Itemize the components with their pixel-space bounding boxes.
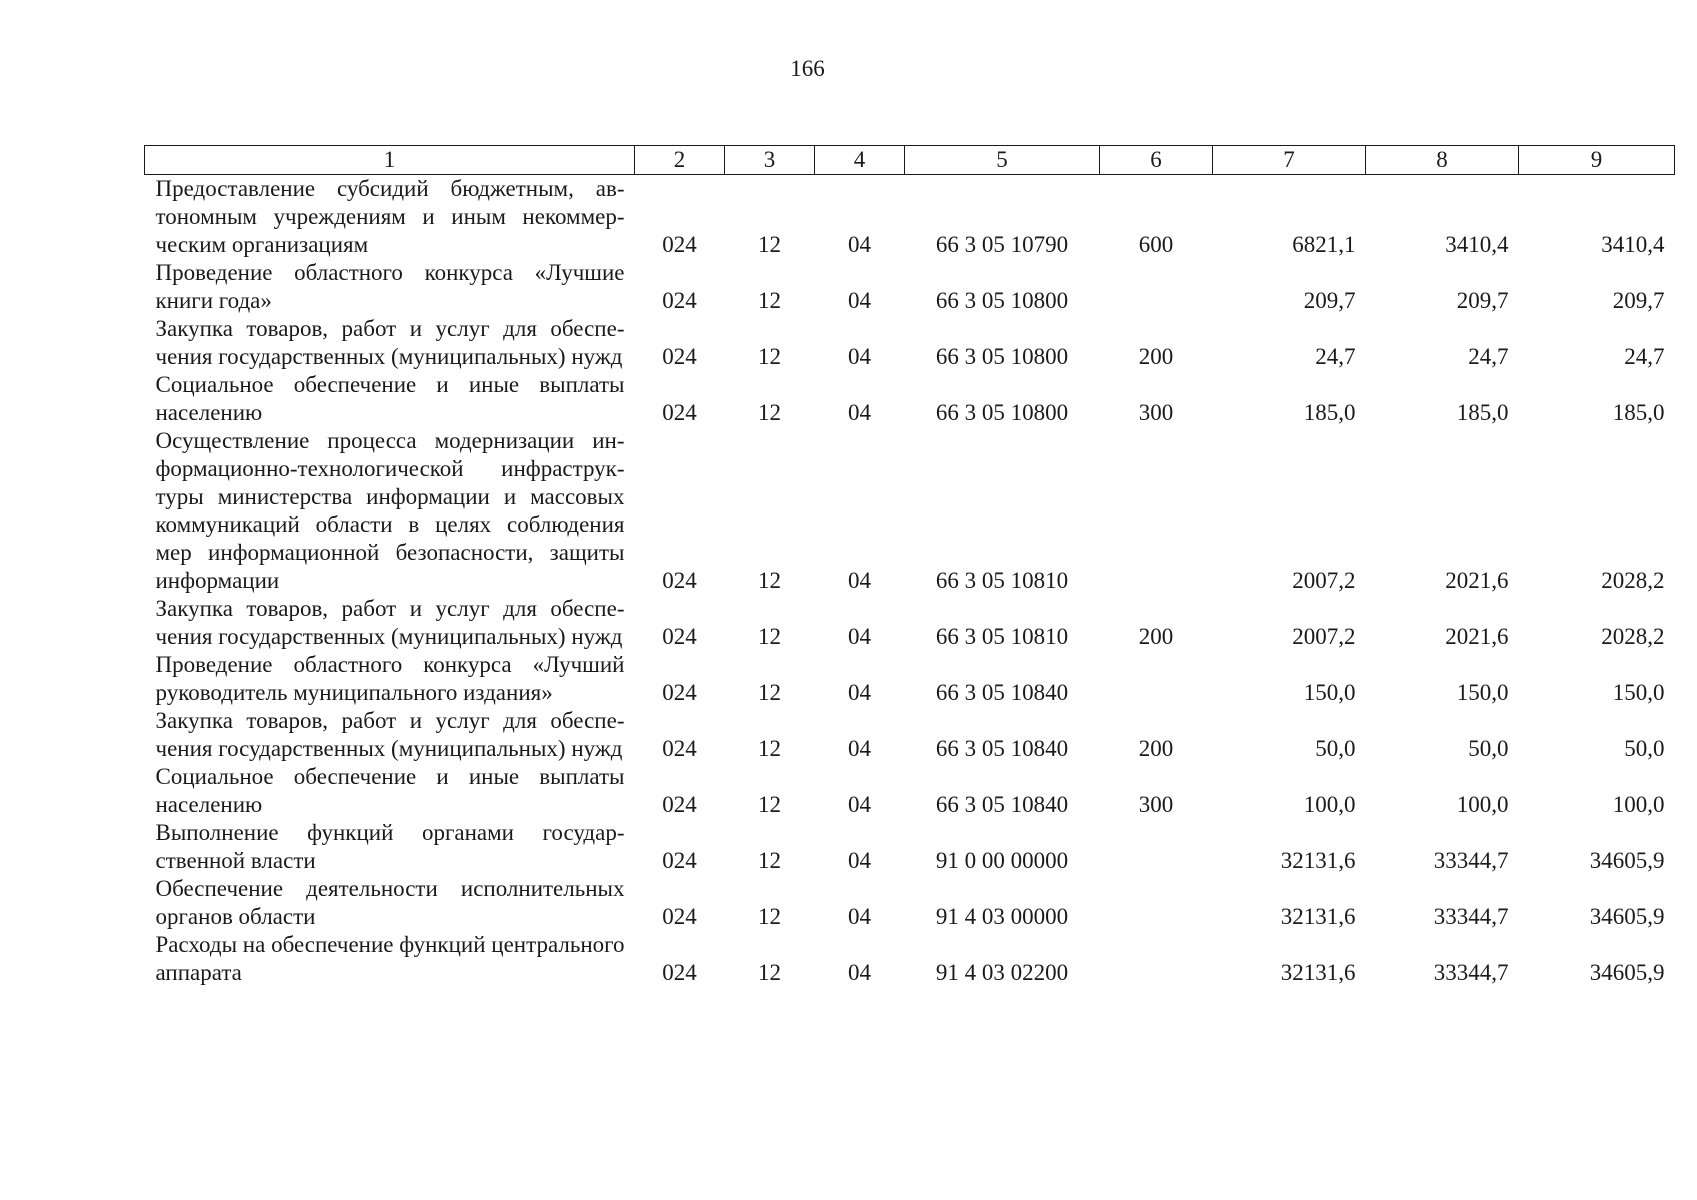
cell-col-2: 024 <box>662 232 697 257</box>
cell-target-code: 66 3 05 10810 <box>935 568 1069 593</box>
cell-amount-8: 150,0 <box>1456 680 1509 705</box>
cell-amount-9: 2028,2 <box>1601 568 1665 593</box>
table-row <box>145 259 1675 315</box>
cell-amount-7: 2007,2 <box>1292 568 1356 593</box>
cell-col-3: 12 <box>758 400 781 425</box>
column-header-9: 9 <box>1519 146 1675 175</box>
row-name: Социальное обеспечение и иные выплаты населению <box>155 372 625 425</box>
cell-amount-7: 150,0 <box>1303 680 1356 705</box>
cell-amount-8: 33344,7 <box>1433 960 1509 985</box>
column-header-1: 1 <box>145 146 635 175</box>
row-name: Закупка товаров, работ и услуг для обеспечения государственных (муниципальных) нужд <box>155 708 625 761</box>
cell-target-code: 91 4 03 02200 <box>935 960 1069 985</box>
cell-amount-7: 2007,2 <box>1292 624 1356 649</box>
row-name: Проведение областного конкурса «Лучший руководитель муниципального издания» <box>155 652 625 705</box>
cell-col-4: 04 <box>848 232 871 257</box>
cell-col-4: 04 <box>848 344 871 369</box>
cell-col-3: 12 <box>758 904 781 929</box>
cell-col-4: 04 <box>848 960 871 985</box>
table-row <box>145 763 1675 819</box>
cell-col-2: 024 <box>662 568 697 593</box>
cell-amount-8: 33344,7 <box>1433 904 1509 929</box>
cell-amount-7: 185,0 <box>1303 400 1356 425</box>
cell-amount-7: 50,0 <box>1315 736 1356 761</box>
cell-amount-9: 34605,9 <box>1589 848 1665 873</box>
cell-col-4: 04 <box>848 736 871 761</box>
cell-col-4: 04 <box>848 792 871 817</box>
cell-amount-8: 100,0 <box>1456 792 1509 817</box>
cell-amount-8: 209,7 <box>1456 288 1509 313</box>
cell-col-2: 024 <box>662 344 697 369</box>
column-header-6: 6 <box>1100 146 1213 175</box>
cell-amount-7: 32131,6 <box>1280 904 1356 929</box>
cell-target-code: 66 3 05 10840 <box>935 792 1069 817</box>
table-row <box>145 819 1675 875</box>
cell-expense-type <box>1100 931 1213 987</box>
cell-col-3: 12 <box>758 232 781 257</box>
cell-expense-type <box>1100 819 1213 875</box>
column-header-2: 2 <box>635 146 725 175</box>
cell-expense-type: 600 <box>1138 232 1174 257</box>
row-name: Закупка товаров, работ и услуг для обеспечения государственных (муниципальных) нужд <box>155 316 625 369</box>
cell-col-2: 024 <box>662 904 697 929</box>
cell-expense-type: 200 <box>1138 624 1174 649</box>
cell-amount-8: 33344,7 <box>1433 848 1509 873</box>
cell-amount-8: 24,7 <box>1468 344 1509 369</box>
cell-target-code: 66 3 05 10790 <box>935 232 1069 257</box>
cell-amount-9: 50,0 <box>1624 736 1665 761</box>
cell-col-4: 04 <box>848 624 871 649</box>
table-row <box>145 595 1675 651</box>
cell-amount-9: 34605,9 <box>1589 904 1665 929</box>
table-row <box>145 931 1675 987</box>
cell-amount-7: 32131,6 <box>1280 848 1356 873</box>
table-row <box>145 371 1675 427</box>
cell-col-3: 12 <box>758 288 781 313</box>
cell-amount-8: 185,0 <box>1456 400 1509 425</box>
cell-amount-7: 24,7 <box>1315 344 1356 369</box>
cell-col-4: 04 <box>848 288 871 313</box>
row-name: Проведение областного конкурса «Лучшие книги года» <box>155 260 625 313</box>
cell-amount-9: 185,0 <box>1612 400 1665 425</box>
cell-col-2: 024 <box>662 848 697 873</box>
table-row <box>145 175 1675 260</box>
cell-col-3: 12 <box>758 848 781 873</box>
row-name: Выполнение функций органами государственной власти <box>155 820 625 873</box>
row-name: Предоставление субсидий бюджетным, автономным учреждениям и иным некоммерческим организациям <box>155 176 625 257</box>
cell-amount-9: 24,7 <box>1624 344 1665 369</box>
row-name: Закупка товаров, работ и услуг для обеспечения государственных (муниципальных) нужд <box>155 596 625 649</box>
cell-col-3: 12 <box>758 792 781 817</box>
cell-amount-9: 150,0 <box>1612 680 1665 705</box>
cell-col-4: 04 <box>848 904 871 929</box>
cell-col-2: 024 <box>662 680 697 705</box>
cell-target-code: 66 3 05 10800 <box>935 344 1069 369</box>
cell-col-3: 12 <box>758 736 781 761</box>
cell-col-3: 12 <box>758 624 781 649</box>
budget-table <box>144 145 1675 987</box>
cell-expense-type <box>1100 651 1213 707</box>
cell-expense-type: 300 <box>1138 792 1174 817</box>
row-name: Расходы на обеспечение функций центрального аппарата <box>155 932 625 985</box>
cell-expense-type <box>1100 875 1213 931</box>
cell-col-4: 04 <box>848 848 871 873</box>
table-body <box>145 175 1675 988</box>
cell-amount-7: 100,0 <box>1303 792 1356 817</box>
table-header-row <box>145 146 1675 175</box>
cell-col-2: 024 <box>662 736 697 761</box>
page-number: 166 <box>790 56 825 81</box>
column-header-3: 3 <box>725 146 815 175</box>
cell-col-2: 024 <box>662 960 697 985</box>
cell-amount-9: 34605,9 <box>1589 960 1665 985</box>
cell-col-2: 024 <box>662 400 697 425</box>
cell-expense-type: 200 <box>1138 736 1174 761</box>
cell-amount-9: 209,7 <box>1612 288 1665 313</box>
table-row <box>145 875 1675 931</box>
table-row <box>145 707 1675 763</box>
cell-target-code: 66 3 05 10810 <box>935 624 1069 649</box>
column-header-5: 5 <box>905 146 1100 175</box>
cell-col-2: 024 <box>662 288 697 313</box>
table-row <box>145 651 1675 707</box>
cell-amount-9: 2028,2 <box>1601 624 1665 649</box>
cell-col-2: 024 <box>662 792 697 817</box>
cell-target-code: 66 3 05 10840 <box>935 736 1069 761</box>
cell-amount-8: 3410,4 <box>1445 232 1509 257</box>
column-header-8: 8 <box>1366 146 1519 175</box>
cell-expense-type <box>1100 259 1213 315</box>
cell-amount-7: 6821,1 <box>1292 232 1356 257</box>
row-name: Осуществление процесса модернизации информационно-технологической инфраструктуры министерства информации и массовых коммуникаций области в целях соблюдения мер информационной безопасности, защиты информации <box>155 428 625 593</box>
cell-amount-9: 100,0 <box>1612 792 1665 817</box>
cell-amount-8: 2021,6 <box>1445 568 1509 593</box>
cell-amount-8: 50,0 <box>1468 736 1509 761</box>
table-row <box>145 427 1675 595</box>
cell-amount-7: 209,7 <box>1303 288 1356 313</box>
cell-col-3: 12 <box>758 344 781 369</box>
cell-expense-type: 300 <box>1138 400 1174 425</box>
cell-col-4: 04 <box>848 680 871 705</box>
cell-col-3: 12 <box>758 680 781 705</box>
cell-col-3: 12 <box>758 960 781 985</box>
cell-expense-type <box>1100 427 1213 595</box>
cell-amount-7: 32131,6 <box>1280 960 1356 985</box>
cell-target-code: 91 4 03 00000 <box>935 904 1069 929</box>
cell-expense-type: 200 <box>1138 344 1174 369</box>
cell-target-code: 66 3 05 10840 <box>935 680 1069 705</box>
cell-col-4: 04 <box>848 400 871 425</box>
cell-col-4: 04 <box>848 568 871 593</box>
table-row <box>145 315 1675 371</box>
cell-target-code: 66 3 05 10800 <box>935 288 1069 313</box>
cell-col-3: 12 <box>758 568 781 593</box>
cell-col-2: 024 <box>662 624 697 649</box>
row-name: Обеспечение деятельности исполнительных органов области <box>155 876 625 929</box>
cell-amount-8: 2021,6 <box>1445 624 1509 649</box>
cell-amount-9: 3410,4 <box>1601 232 1665 257</box>
column-header-7: 7 <box>1213 146 1366 175</box>
cell-target-code: 91 0 00 00000 <box>935 848 1069 873</box>
column-header-4: 4 <box>815 146 905 175</box>
cell-target-code: 66 3 05 10800 <box>935 400 1069 425</box>
row-name: Социальное обеспечение и иные выплаты населению <box>155 764 625 817</box>
